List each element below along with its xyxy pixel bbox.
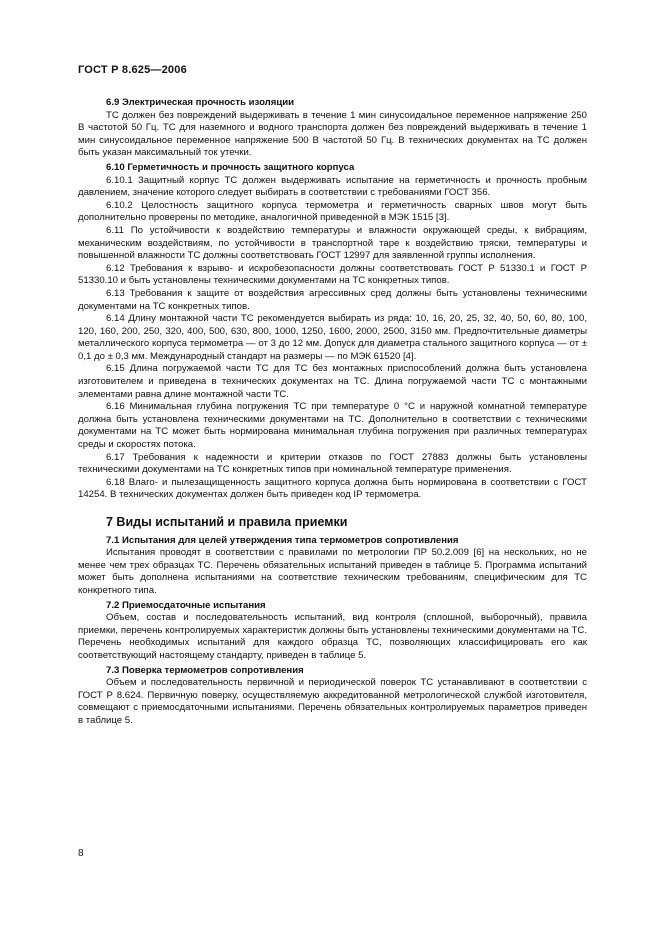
- paragraph: ТС должен без повреждений выдерживать в течение 1 мин синусоидальное переменное напряжение 250 В частотой 50 Гц. ТС для наземного и водного транспорта должен без повреждений выдерживать в течение 1 мин синусоидальное переменное напряжение 500 В частотой 50 Гц. В технических документах на ТС должен быть указан максимальный ток утечки.: [78, 109, 587, 159]
- paragraph: 6.10.2 Целостность защитного корпуса термометра и герметичность сварных швов могут быть дополнительно проверены по методике, аналогичной приведенной в МЭК 1515 [3].: [78, 199, 587, 224]
- paragraph: Испытания проводят в соответствии с правилами по метрологии ПР 50.2.009 [6] на нескольких, но не менее чем трех образцах ТС. Перечень обязательных испытаний приведен в таблице 5. Программа испытаний может быть дополнена испытаниями на соответствие техническим требованиям, специфическим для ТС конкретного типа.: [78, 547, 587, 596]
- paragraph: 6.13 Требования к защите от воздействия агрессивных сред должны быть установлены техническими документами на ТС конкретных типов.: [78, 287, 587, 312]
- paragraph: 6.10.1 Защитный корпус ТС должен выдерживать испытание на герметичность и прочность пробным давлением, значение которого следует выбирать в соответствии с требованиями ГОСТ 356.: [78, 174, 587, 199]
- section-heading-6-9: 6.9 Электрическая прочность изоляции: [106, 97, 295, 108]
- paragraph: Объем и последовательность первичной и периодической поверок ТС устанавливают в соответствии с ГОСТ Р 8.624. Первичную поверку, осуществляемую аккредитованной метрологической службой изготовителя, совмещают с приемосдаточными испытаниями. Перечень обязательных контролируемых параметров приведен в таблице 5.: [78, 677, 587, 726]
- section-heading-6-10: 6.10 Герметичность и прочность защитного корпуса: [106, 161, 355, 173]
- section-heading-7-3: 7.3 Поверка термометров сопротивления: [106, 664, 304, 676]
- section-heading-7-1: 7.1 Испытания для целей утверждения типа термометров сопротивления: [106, 534, 459, 546]
- paragraph: Объем, состав и последовательность испытаний, вид контроля (сплошной, выборочный), правила приемки, перечень контролируемых характеристик должны быть установлены техническими документами на ТС. Перечень необходимых испытаний для каждого образца ТС, позволяющих классифицировать его как соответствующий настоящему стандарту, приведен в таблице 5.: [78, 612, 587, 661]
- section-heading-7-2: 7.2 Приемосдаточные испытания: [106, 599, 266, 611]
- page-number: 8: [78, 848, 84, 859]
- chapter-heading-7: 7 Виды испытаний и правила приемки: [106, 515, 348, 529]
- paragraph: 6.18 Влаго- и пылезащищенность защитного корпуса должна быть нормирована в соответствии с ГОСТ 14254. В технических документах должен быть приведен код IP термометра.: [78, 476, 587, 501]
- paragraph: 6.14 Длину монтажной части ТС рекомендуется выбирать из ряда: 10, 16, 20, 25, 32, 40, 50, 60, 80, 100, 120, 160, 200, 250, 320, 400, 500, 630, 800, 1000, 1250, 1600, 2000, 2500, 3150 мм. Предпочтительные диаметры металлического корпуса термометра — от 3 до 12 мм. Допуск для диаметра стального защитного корпуса — от ± 0,1 до ± 0,3 мм. Международный стандарт на размеры — по МЭК 61520 [4].: [78, 313, 587, 362]
- paragraph: 6.17 Требования к надежности и критерии отказов по ГОСТ 27883 должны быть установлены техническими документами на ТС конкретных типов при номинальной температуре применения.: [78, 451, 587, 476]
- paragraph: 6.12 Требования к взрыво- и искробезопасности должны соответствовать ГОСТ Р 51330.1 и ГОСТ Р 51330.10 и быть установлены техническими документами на ТС конкретных типов.: [78, 262, 587, 287]
- document-header: ГОСТ Р 8.625—2006: [78, 64, 187, 76]
- document-body: [78, 95, 587, 728]
- paragraph: 6.16 Минимальная глубина погружения ТС при температуре 0 °С и наружной комнатной температуре должна быть установлена техническими документами на ТС. Дополнительно в соответствии с техническими документами на ТС может быть нормирована минимальная глубина погружения при различных температурах среды и скоростях потока.: [78, 401, 587, 451]
- paragraph: 6.15 Длина погружаемой части ТС для ТС без монтажных приспособлений должна быть установлена изготовителем и приведена в технических документах на ТС. Длина погружаемой части ТС с монтажными элементами равна длине монтажной части ТС.: [78, 363, 587, 400]
- paragraph: 6.11 По устойчивости к воздействию температуры и влажности окружающей среды, к вибрациям, механическим воздействиям, по устойчивости в транспортной таре к воздействию тряски, температуры и повышенной влажности ТС должны соответствовать ГОСТ 12997 для заявленной группы исполнения.: [78, 224, 587, 262]
